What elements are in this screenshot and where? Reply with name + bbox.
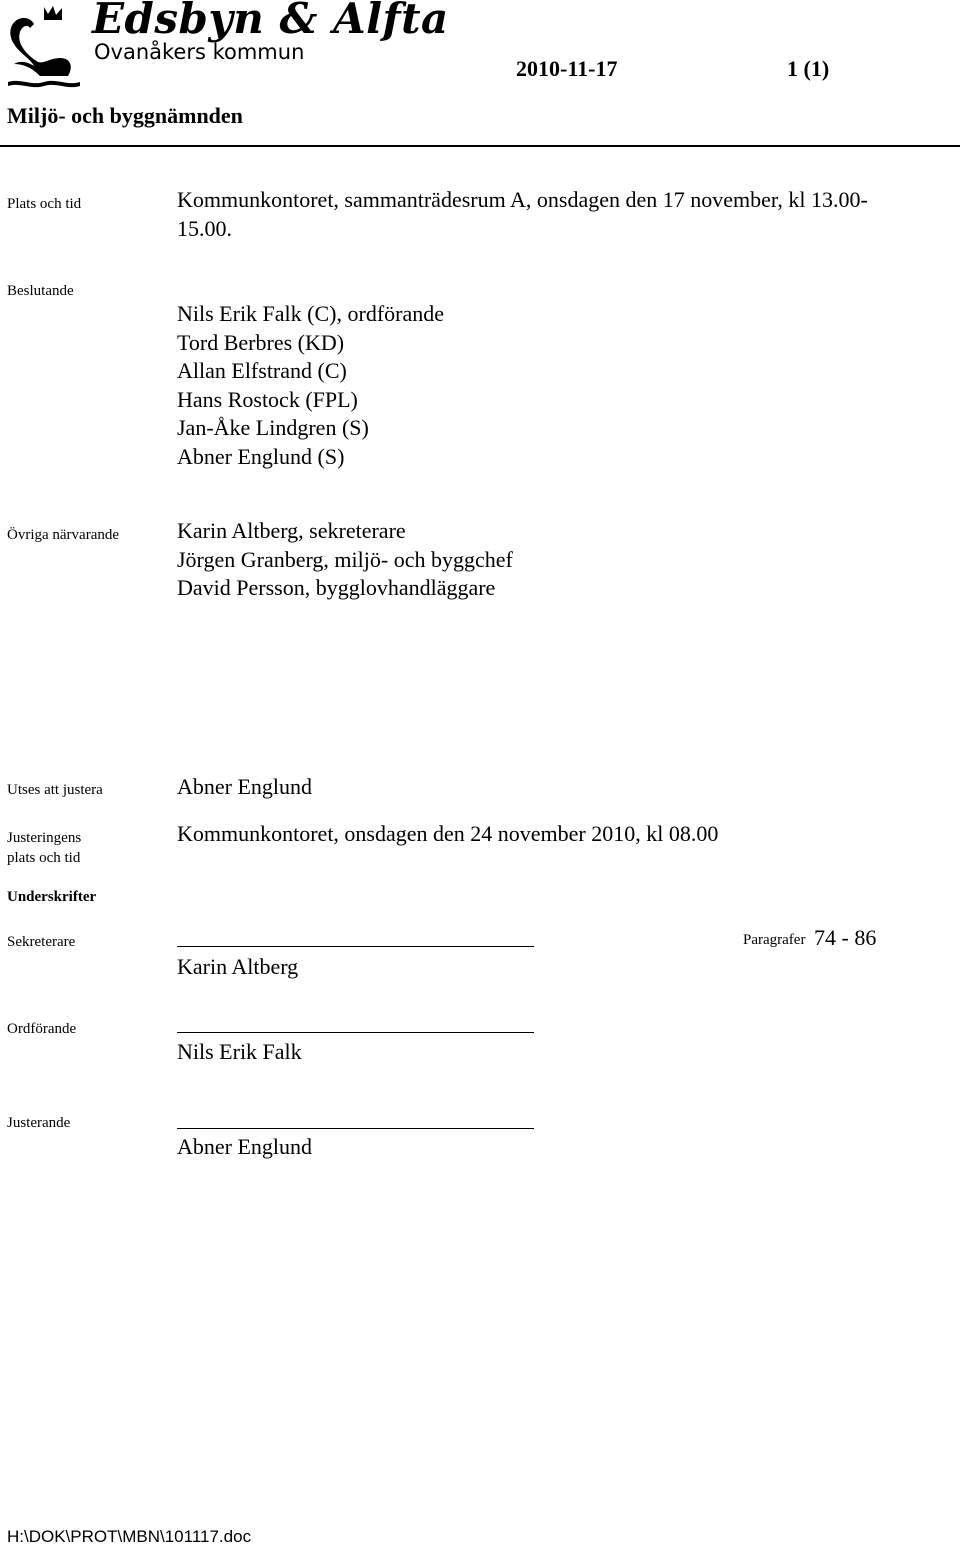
adjustment-place-value: Kommunkontoret, onsdagen den 24 november 2010, kl 08.00: [177, 821, 719, 846]
deciding-member: Tord Berbres (KD): [177, 329, 345, 355]
municipality-name: Ovanåkers kommun: [94, 40, 305, 64]
header-divider: [0, 145, 960, 147]
adjuster-label: Justerande: [7, 1115, 71, 1131]
appointed-adjuster-label: Utses att justera: [7, 782, 103, 798]
document-date: 2010-11-17: [516, 56, 618, 81]
adjuster-signature-line: [177, 1128, 534, 1129]
other-attendee: Karin Altberg, sekreterare: [177, 518, 406, 543]
adjustment-place-label: [7, 828, 81, 868]
chair-label: Ordförande: [7, 1021, 77, 1037]
paragraphs-label: Paragrafer: [743, 932, 806, 948]
appointed-adjuster-value: Abner Englund: [177, 774, 313, 799]
department-title: Miljö- och byggnämnden: [7, 103, 243, 128]
signatures-heading: Underskrifter: [7, 889, 97, 905]
other-attendee: David Persson, bygglovhandläggare: [177, 575, 496, 600]
place-time-value: [177, 186, 868, 243]
swan-crown-icon: [4, 4, 86, 92]
adjustment-place-label-line: Justeringens: [7, 830, 82, 846]
place-time-label: Plats och tid: [7, 196, 82, 212]
secretary-label: Sekreterare: [7, 934, 76, 950]
others-list: [177, 517, 513, 603]
deciding-list: [177, 300, 444, 471]
deciding-member: Allan Elfstrand (C): [177, 358, 347, 383]
other-attendee: Jörgen Granberg, miljö- och byggchef: [177, 546, 513, 572]
deciding-member: Nils Erik Falk (C), ordförande: [177, 301, 444, 326]
adjuster-name: Abner Englund: [177, 1134, 313, 1159]
brand-name: Edsbyn & Alfta: [92, 0, 449, 43]
deciding-label: Beslutande: [7, 283, 74, 299]
place-time-line: Kommunkontoret, sammanträdesrum A, onsdagen den 17 november, kl 13.00-: [177, 187, 868, 212]
page-number: 1 (1): [787, 56, 830, 81]
municipality-logo: [4, 4, 86, 92]
paragraphs-value: 74 - 86: [814, 925, 877, 950]
secretary-signature-line: [177, 946, 534, 947]
chair-name: Nils Erik Falk: [177, 1039, 302, 1064]
deciding-member: Jan-Åke Lindgren (S): [177, 415, 369, 440]
others-label: Övriga närvarande: [7, 527, 120, 543]
secretary-name: Karin Altberg: [177, 954, 299, 979]
place-time-line: 15.00.: [177, 215, 232, 241]
file-path: H:\DOK\PROT\MBN\101117.doc: [7, 1527, 252, 1546]
deciding-member: Hans Rostock (FPL): [177, 386, 358, 412]
adjustment-place-label-line: plats och tid: [7, 850, 81, 866]
deciding-member: Abner Englund (S): [177, 443, 345, 469]
chair-signature-line: [177, 1032, 534, 1033]
